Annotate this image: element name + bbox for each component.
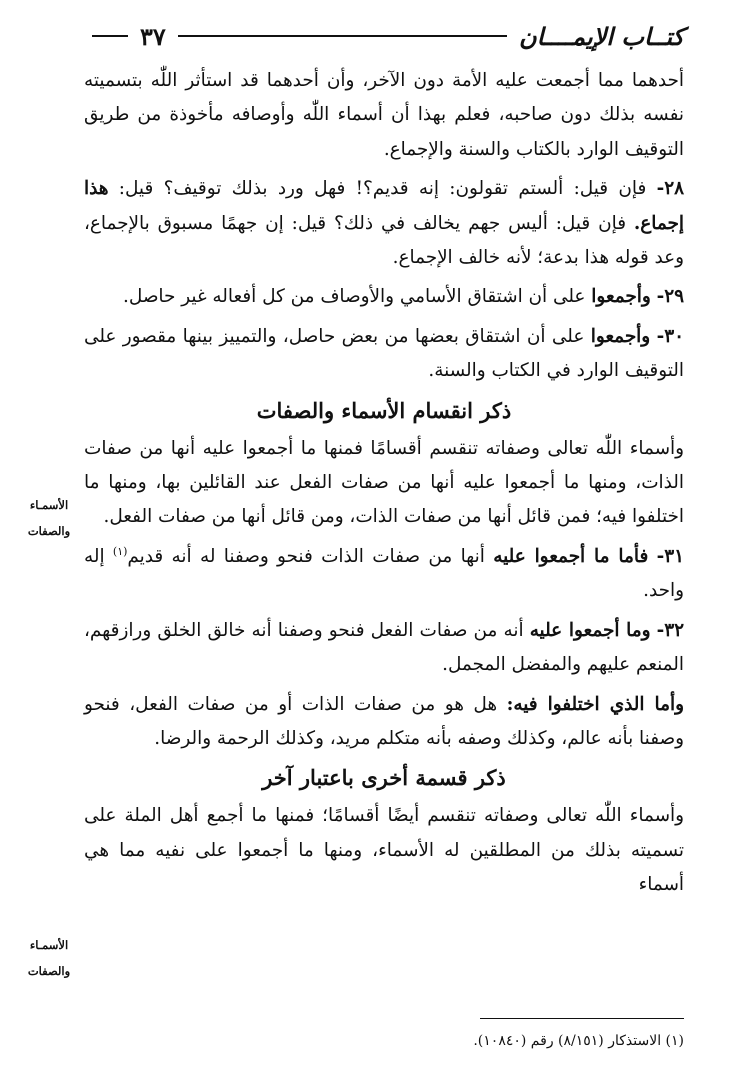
paragraph-text: فإن قيل: أليس جهم يخالف في ذلك؟ قيل: إن جهمًا مسبوق بالإجماع، وعد قوله هذا بدعة؛ لأنه خالف الإجماع. bbox=[84, 212, 684, 269]
paragraph-division: وأسماء اللّٰه تعالى وصفاته تنقسم أقسامًا فمنها ما أجمعوا عليه أنها من صفات الذات، ومنها ما أجمعوا عليه أنها من صفات الفعل عند القائلين بها، ومنها ما اختلفوا فيه؛ فمن قائل أنها من صفات الذات، ومن قائل أنها من صفات الفعل. bbox=[84, 437, 684, 528]
margin-note-line: والصفات bbox=[27, 964, 71, 978]
footnote-ref: (١) bbox=[112, 544, 128, 558]
section-heading-1: ذكر انقسام الأسماء والصفات bbox=[256, 397, 512, 423]
margin-note-1 bbox=[20, 492, 78, 544]
bold-phrase: وأجمعوا bbox=[590, 325, 651, 347]
paragraph-intro: أحدهما مما أجمعت عليه الأمة دون الآخر، وأن أحدهما قد استأثر اللّٰه بتسميته نفسه بذلك دون صاحبه، فعلم بهذا أن أسماء اللّٰه وأوصافه مأخوذة من طريق التوقيف الوارد بالكتاب والسنة والإجماع. bbox=[84, 70, 684, 160]
paragraph-28 bbox=[84, 172, 684, 275]
page-header bbox=[92, 14, 684, 58]
paragraph-text: فإن قيل: ألستم تقولون: إنه قديم؟! فهل ورد بذلك توقيف؟ قيل: bbox=[118, 178, 657, 200]
paragraph-disputed bbox=[84, 688, 684, 757]
margin-note-line: الأسمـاء bbox=[29, 938, 69, 952]
paragraph-text: على أن اشتقاق الأسامي والأوصاف من كل أفعاله غير حاصل. bbox=[123, 286, 592, 308]
paragraph-text: أنه من صفات الفعل فنحو وصفنا أنه خالق الخلق ورازقهم، المنعم عليهم والمفضل المجمل. bbox=[84, 619, 684, 676]
paragraph-last: وأسماء اللّٰه تعالى وصفاته تنقسم أيضًا أقسامًا؛ فمنها ما أجمع أهل الملة على تسميته بذلك من المطلقين له الأسماء، ومنها ما أجمعوا على نفيه مما هي أسماء bbox=[84, 805, 684, 896]
body-text bbox=[84, 64, 684, 908]
item-number: ٣٢- bbox=[656, 619, 684, 641]
paragraph-text: أنها من صفات الذات فنحو وصفنا له أنه قديم bbox=[127, 545, 494, 567]
header-rule bbox=[178, 35, 507, 37]
margin-note-line: والصفات bbox=[27, 524, 71, 538]
margin-note-2 bbox=[20, 932, 78, 984]
paragraph-30 bbox=[84, 320, 684, 389]
paragraph-text: على أن اشتقاق بعضها من بعض حاصل، والتمييز بينها مقصور على التوقيف الوارد في الكتاب والسنة. bbox=[84, 325, 684, 382]
section-heading-2: ذكر قسمة أخرى باعتبار آخر bbox=[262, 765, 506, 791]
item-number: ٣٠- bbox=[656, 325, 684, 347]
bold-phrase: هذا إجماع. bbox=[84, 178, 684, 234]
item-number: ٢٩- bbox=[656, 286, 684, 308]
paragraph-29 bbox=[84, 280, 684, 314]
paragraph-text: هل هو من صفات الذات أو من صفات الفعل، فنحو وصفنا بأنه عالم، وكذلك وصفه بأنه متكلم مريد، وكذلك الرحمة والرضا. bbox=[84, 693, 684, 749]
paragraph-32 bbox=[84, 614, 684, 683]
header-rule-short bbox=[92, 35, 128, 37]
paragraph-text: إله واحد. bbox=[84, 545, 684, 602]
footnote-separator bbox=[480, 1018, 684, 1019]
item-number: ٢٨- bbox=[656, 178, 684, 200]
bold-phrase: فأما ما أجمعوا عليه bbox=[493, 545, 649, 567]
bold-phrase: وأما الذي اختلفوا فيه: bbox=[506, 693, 684, 715]
bold-phrase: وما أجمعوا عليه bbox=[529, 619, 651, 641]
footnote: (١) الاستذكار (٨/١٥١) رقم (١٠٨٤٠). bbox=[473, 1033, 684, 1049]
paragraph-31 bbox=[84, 540, 684, 609]
book-title: كتــاب الإيمــــان bbox=[519, 21, 684, 51]
bold-phrase: وأجمعوا bbox=[591, 286, 651, 308]
margin-note-line: الأسمـاء bbox=[29, 498, 69, 512]
item-number: ٣١- bbox=[656, 545, 684, 567]
page-number: ٣٧ bbox=[140, 21, 166, 51]
